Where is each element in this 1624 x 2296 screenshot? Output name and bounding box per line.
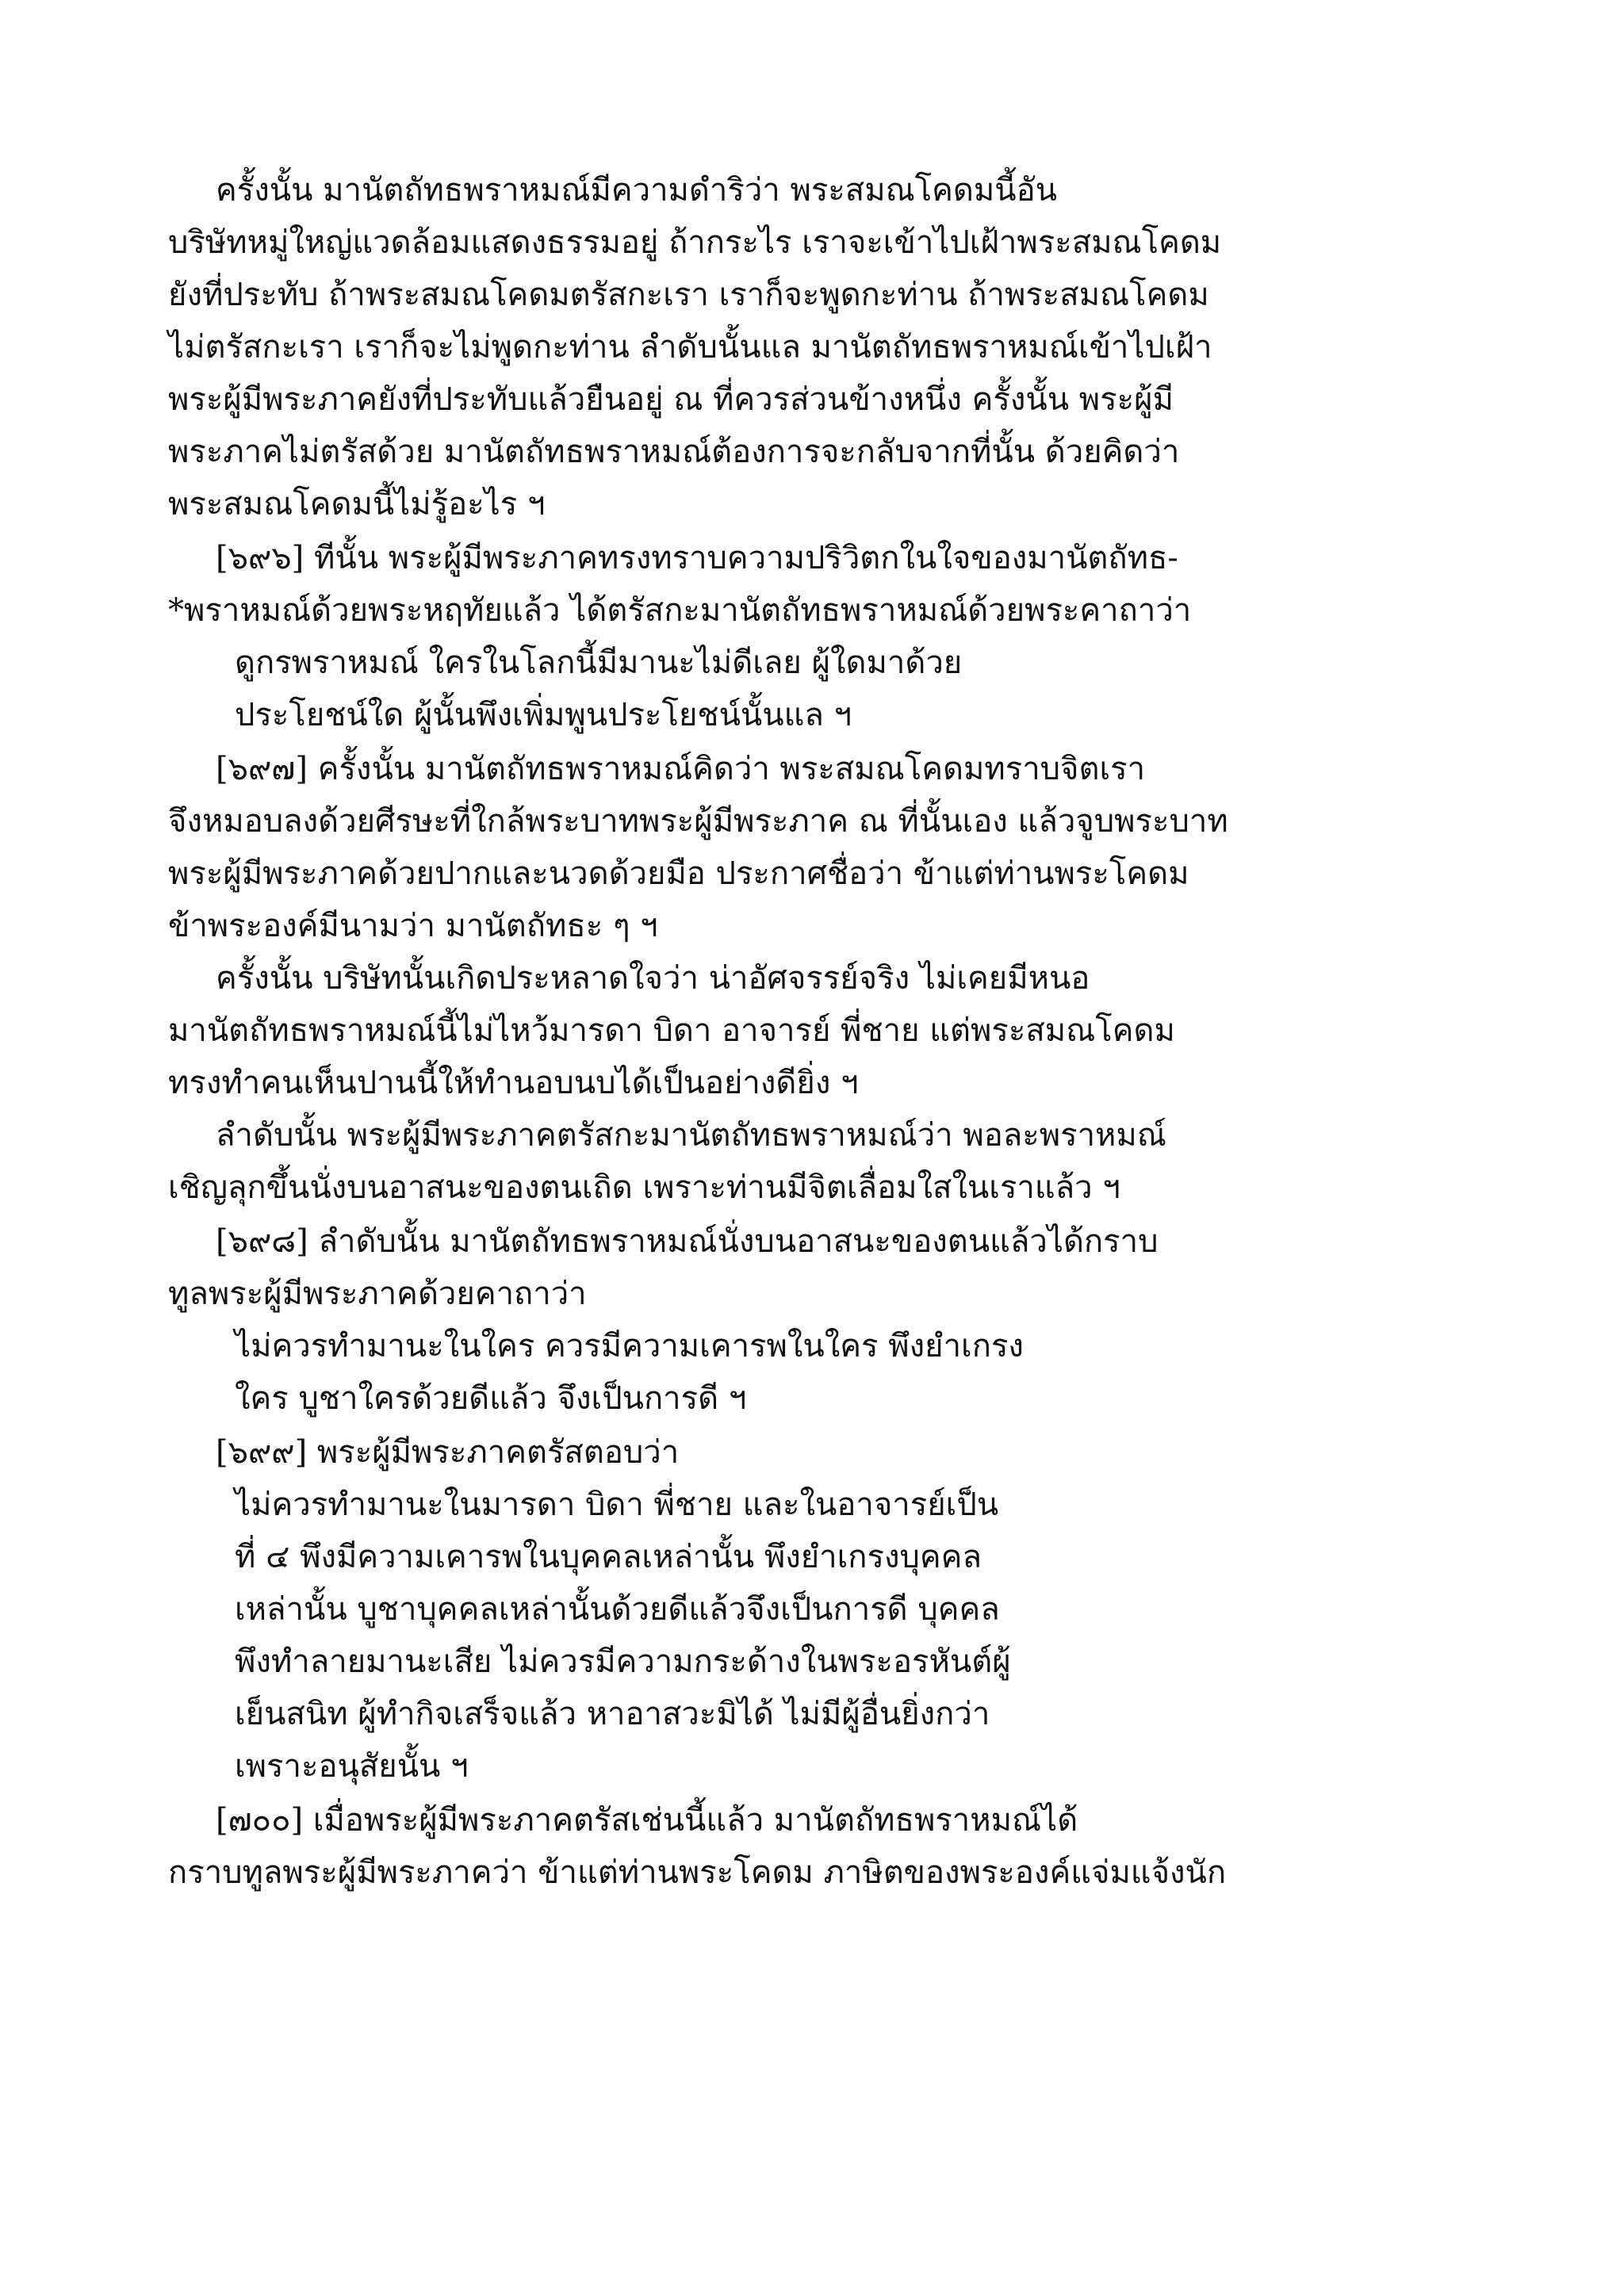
verse-line: ใคร บูชาใครด้วยดีแล้ว จึงเป็นการดี ฯ [235, 1380, 747, 1417]
verse-line: ไม่ควรทำมานะในใคร ควรมีความเคารพในใคร พึงยำเกรง [235, 1328, 1024, 1364]
text-line: [๖๙๘] ลำดับนั้น มานัตถัทธพราหมณ์นั่งบนอาสนะของตนแล้วได้กราบ [216, 1223, 1159, 1260]
text-line: ทูลพระผู้มีพระภาคด้วยคาถาว่า [168, 1276, 587, 1312]
verse-line: ประโยชน์ใด ผู้นั้นพึงเพิ่มพูนประโยชน์นั้นแล ฯ [235, 697, 852, 733]
text-line: [๖๙๖] ทีนั้น พระผู้มีพระภาคทรงทราบความปริวิตกในใจของมานัตถัทธ- [216, 540, 1178, 576]
text-line: พระสมณโคดมนี้ไม่รู้อะไร ฯ [168, 486, 546, 522]
verse-line: ไม่ควรทำมานะในมารดา บิดา พี่ชาย และในอาจารย์เป็น [235, 1487, 999, 1523]
verse-line: พึงทำลายมานะเสีย ไม่ควรมีความกระด้างในพระอรหันต์ผู้ [235, 1644, 1011, 1680]
text-line: ครั้งนั้น บริษัทนั้นเกิดประหลาดใจว่า น่าอัศจรรย์จริง ไม่เคยมีหนอ [216, 960, 1090, 997]
text-line: [๗๐๐] เมื่อพระผู้มีพระภาคตรัสเช่นนี้แล้ว มานัตถัทธพราหมณ์ได้ [216, 1802, 1078, 1839]
verse-line: เพราะอนุสัยนั้น ฯ [235, 1748, 469, 1785]
text-line: *พราหมณ์ด้วยพระหฤทัยแล้ว ได้ตรัสกะมานัตถัทธพราหมณ์ด้วยพระคาถาว่า [168, 592, 1192, 629]
text-line: บริษัทหมู่ใหญ่แวดล้อมแสดงธรรมอยู่ ถ้ากระไร เราจะเข้าไปเฝ้าพระสมณโคดม [168, 224, 1222, 261]
text-line: ลำดับนั้น พระผู้มีพระภาคตรัสกะมานัตถัทธพราหมณ์ว่า พอละพราหมณ์ [216, 1117, 1166, 1154]
text-line: กราบทูลพระผู้มีพระภาคว่า ข้าแต่ท่านพระโคดม ภาษิตของพระองค์แจ่มแจ้งนัก [168, 1854, 1227, 1891]
text-line: พระผู้มีพระภาคด้วยปากและนวดด้วยมือ ประกาศชื่อว่า ข้าแต่ท่านพระโคดม [168, 855, 1189, 892]
text-line: ไม่ตรัสกะเรา เราก็จะไม่พูดกะท่าน ลำดับนั้นแล มานัตถัทธพราหมณ์เข้าไปเฝ้า [168, 329, 1212, 365]
text-line: มานัตถัทธพราหมณ์นี้ไม่ไหว้มารดา บิดา อาจารย์ พี่ชาย แต่พระสมณโคดม [168, 1012, 1175, 1049]
text-line: พระภาคไม่ตรัสด้วย มานัตถัทธพราหมณ์ต้องการจะกลับจากที่นั้น ด้วยคิดว่า [168, 434, 1180, 470]
verse-line: เย็นสนิท ผู้ทำกิจเสร็จแล้ว หาอาสวะมิได้ ไม่มีผู้อื่นยิ่งกว่า [235, 1696, 990, 1732]
text-line: [๖๙๗] ครั้งนั้น มานัตถัทธพราหมณ์คิดว่า พระสมณโคดมทราบจิตเรา [216, 751, 1146, 787]
text-line: จึงหมอบลงด้วยศีรษะที่ใกล้พระบาทพระผู้มีพระภาค ณ ที่นั้นเอง แล้วจูบพระบาท [168, 803, 1228, 840]
text-line: ทรงทำคนเห็นปานนี้ให้ทำนอบนบได้เป็นอย่างดียิ่ง ฯ [168, 1065, 859, 1101]
text-line: ยังที่ประทับ ถ้าพระสมณโคดมตรัสกะเรา เราก็จะพูดกะท่าน ถ้าพระสมณโคดม [168, 277, 1209, 313]
text-line: [๖๙๙] พระผู้มีพระภาคตรัสตอบว่า [216, 1434, 680, 1471]
text-line: เชิญลุกขึ้นนั่งบนอาสนะของตนเถิด เพราะท่านมีจิตเลื่อมใสในเราแล้ว ฯ [168, 1169, 1120, 1206]
verse-line: ดูกรพราหมณ์ ใครในโลกนี้มีมานะไม่ดีเลย ผู้ใดมาด้วย [235, 645, 963, 681]
verse-line: เหล่านั้น บูชาบุคคลเหล่านั้นด้วยดีแล้วจึงเป็นการดี บุคคล [235, 1591, 1000, 1628]
text-line: พระผู้มีพระภาคยังที่ประทับแล้วยืนอยู่ ณ ที่ควรส่วนข้างหนึ่ง ครั้งนั้น พระผู้มี [168, 381, 1174, 418]
verse-line: ที่ ๔ พึงมีความเคารพในบุคคลเหล่านั้น พึงยำเกรงบุคคล [235, 1539, 982, 1575]
text-line: ข้าพระองค์มีนามว่า มานัตถัทธะ ๆ ฯ [168, 908, 658, 944]
text-line: ครั้งนั้น มานัตถัทธพราหมณ์มีความดำริว่า พระสมณโคดมนี้อัน [216, 172, 1057, 209]
